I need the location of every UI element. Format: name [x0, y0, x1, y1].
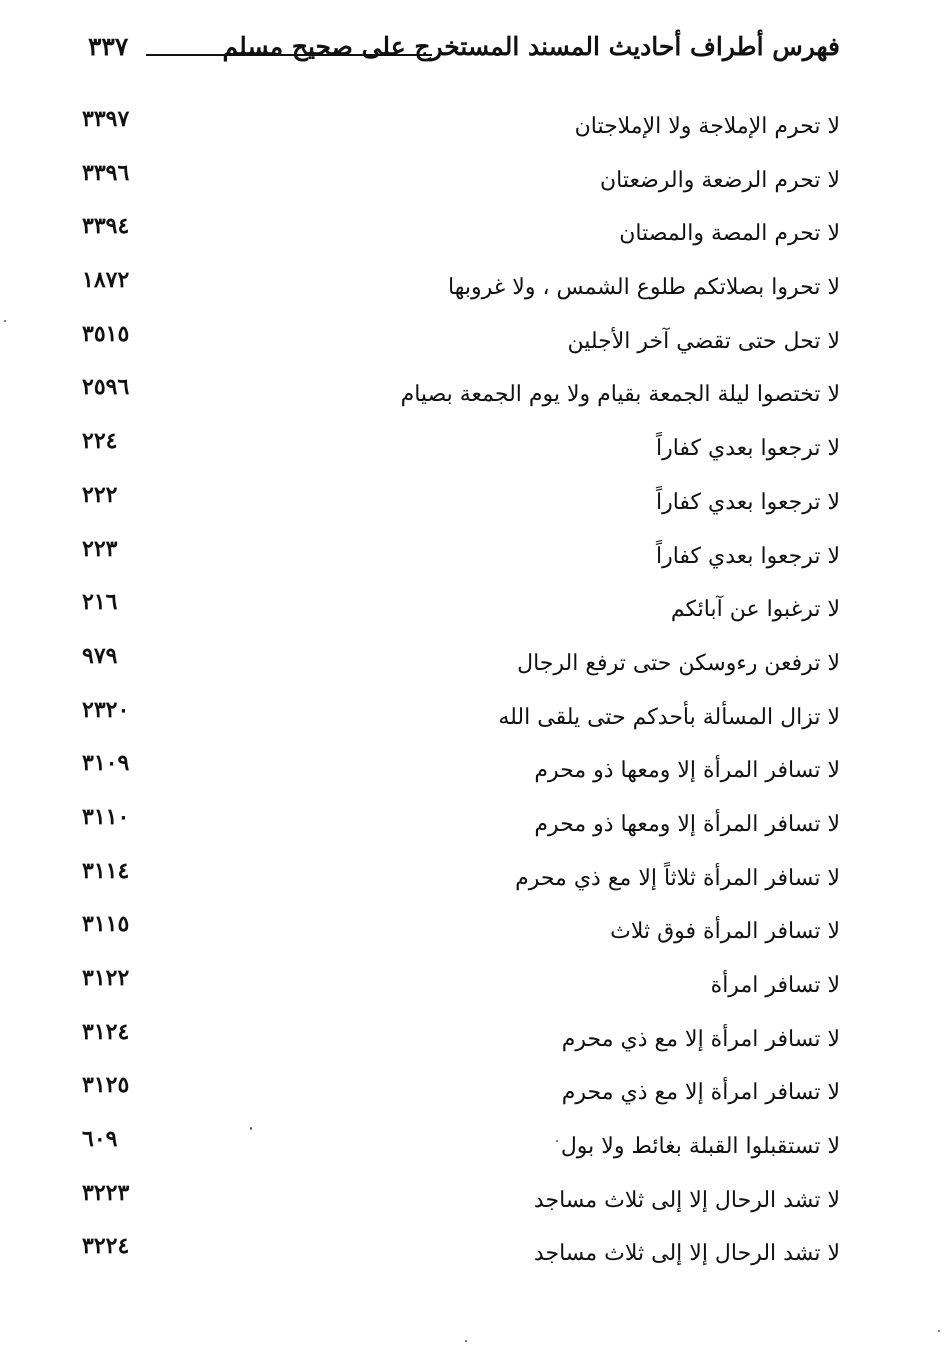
index-entry	[70, 211, 840, 265]
entry-text: لا تحرم المصة والمصتان	[619, 221, 840, 247]
entry-number: ٢٢٣	[82, 535, 118, 562]
index-entry	[70, 1178, 840, 1232]
entry-number: ١٨٧٢	[82, 267, 130, 294]
index-entry	[70, 372, 840, 426]
entry-number: ٣٣٩٧	[82, 106, 130, 132]
entry-number: ٢٢٢	[82, 481, 118, 508]
entry-text: لا تسافر امرأة إلا مع ذي محرم	[561, 1026, 840, 1052]
entry-number: ٢١٦	[82, 589, 118, 616]
entry-text: لا تحروا بصلاتكم طلوع الشمس ، ولا غروبها	[448, 275, 840, 301]
entry-text: لا تشد الرحال إلا إلى ثلاث مساجد	[533, 1187, 840, 1213]
entry-number: ٢٣٢٠	[82, 696, 130, 723]
entry-text: لا ترغبوا عن آبائكم	[670, 597, 840, 623]
index-entry	[70, 319, 840, 373]
index-entry	[70, 1231, 840, 1285]
entry-number: ٣١٢٤	[82, 1018, 130, 1045]
index-entry	[70, 802, 840, 856]
index-entry	[70, 695, 840, 749]
entry-number: ٣١٢٢	[82, 965, 130, 991]
entry-number: ٣١٢٥	[82, 1072, 130, 1099]
scan-speck	[556, 1140, 558, 1142]
index-entry	[70, 856, 840, 910]
entry-text: لا تحرم الرضعة والرضعتان	[599, 167, 840, 193]
entry-number: ٣٣٩٤	[82, 213, 130, 240]
entry-number: ٢٢٤	[82, 428, 118, 455]
entry-text: لا تسافر امرأة إلا مع ذي محرم	[561, 1080, 840, 1106]
entry-number: ٣٢٢٤	[82, 1233, 130, 1260]
scan-speck	[938, 1330, 940, 1332]
entry-number: ٣٢٢٣	[82, 1179, 130, 1206]
index-entry	[70, 1124, 840, 1178]
entry-text: لا تسافر المرأة فوق ثلاث	[610, 919, 840, 945]
entry-text: لا تستقبلوا القبلة بغائط ولا بول	[560, 1134, 840, 1160]
entry-text: لا تسافر المرأة إلا ومعها ذو محرم	[534, 811, 840, 837]
index-entry	[70, 1070, 840, 1124]
entry-text: لا ترجعوا بعدي كفاراً	[655, 489, 840, 515]
entry-number: ٢٥٩٦	[82, 374, 130, 401]
entry-number: ٣١١٤	[82, 857, 130, 884]
entry-text: لا تختصوا ليلة الجمعة بقيام ولا يوم الجمعة بصيام	[400, 382, 840, 408]
entry-text: لا تحل حتى تقضي آخر الأجلين	[567, 328, 840, 354]
entry-number: ٣١١٥	[82, 911, 130, 938]
entry-text: لا تسافر المرأة ثلاثاً إلا مع ذي محرم	[515, 865, 840, 891]
running-title: فهرس أطراف أحاديث المسند المستخرج على صحيح مسلم	[222, 32, 840, 61]
page-header	[88, 30, 840, 74]
index-entry	[70, 480, 840, 534]
index-entry	[70, 909, 840, 963]
entry-text: لا تسافر امرأة	[710, 973, 840, 998]
entry-text: لا ترجعوا بعدي كفاراً	[655, 436, 840, 462]
entry-number: ٣١٠٩	[82, 750, 130, 777]
entry-number: ٣٣٩٦	[82, 159, 130, 186]
index-entry	[70, 641, 840, 695]
scan-speck	[465, 1340, 467, 1342]
index-list	[70, 104, 840, 1285]
scan-speck	[4, 320, 6, 322]
entry-number: ٣٥١٥	[82, 320, 130, 347]
index-entry	[70, 1017, 840, 1071]
entry-text: لا ترجعوا بعدي كفاراً	[655, 543, 840, 569]
entry-text: لا ترفعن رءوسكن حتى ترفع الرجال	[517, 650, 840, 676]
entry-number: ٦٠٩	[82, 1126, 118, 1153]
scan-speck	[250, 1127, 252, 1130]
entry-text: لا تسافر المرأة إلا ومعها ذو محرم	[534, 758, 840, 784]
index-entry	[70, 963, 840, 1017]
index-entry	[70, 587, 840, 641]
entry-text: لا تزال المسألة بأحدكم حتى يلقى الله	[498, 704, 840, 730]
index-entry	[70, 534, 840, 588]
entry-text: لا تشد الرحال إلا إلى ثلاث مساجد	[533, 1241, 840, 1267]
index-entry	[70, 748, 840, 802]
page-number: ٣٣٧	[88, 32, 129, 61]
index-entry	[70, 265, 840, 319]
index-entry	[70, 426, 840, 480]
entry-number: ٩٧٩	[82, 642, 118, 669]
index-entry	[70, 158, 840, 212]
index-entry	[70, 104, 840, 158]
entry-text: لا تحرم الإملاجة ولا الإملاجتان	[574, 114, 840, 139]
entry-number: ٣١١٠	[82, 803, 130, 830]
